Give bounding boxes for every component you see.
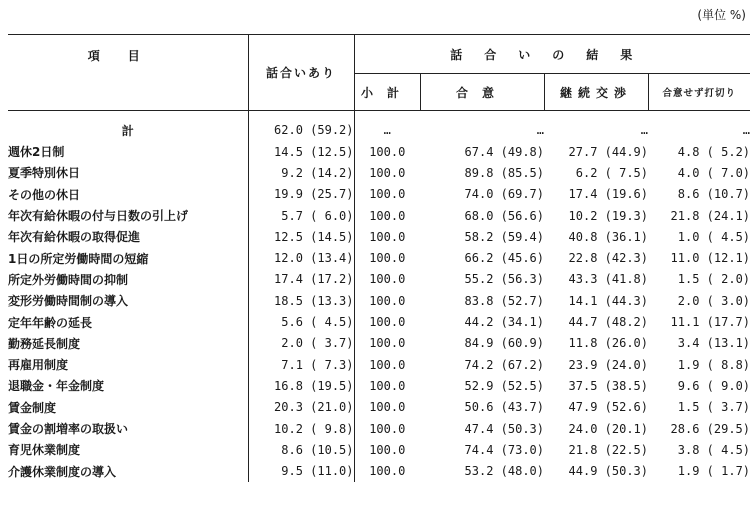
cell-continue: 23.9 (24.0): [568, 357, 648, 372]
row-label: 年次有給休暇の取得促進: [8, 226, 248, 247]
cell-continue: 44.7 (48.2): [568, 315, 648, 330]
cell-cutoff: 4.8 ( 5.2): [677, 144, 751, 159]
row-label: 勤務延長制度: [8, 333, 248, 354]
cell-agree: 68.0 (56.6): [464, 208, 544, 223]
cell-talk: 9.5 (11.0): [248, 460, 354, 481]
cell-subtotal: 100.0: [369, 251, 406, 266]
cell-talk: 12.5 (14.5): [248, 226, 354, 247]
cell-agree: 52.9 (52.5): [464, 378, 544, 393]
table-row: [8, 226, 750, 247]
cell-subtotal: 100.0: [369, 421, 406, 436]
row-label: 介護休業制度の導入: [8, 460, 248, 481]
row-label: 計: [8, 111, 248, 142]
cell-subtotal: 100.0: [369, 357, 406, 372]
cell-agree: 50.6 (43.7): [464, 400, 544, 415]
table-row: [8, 439, 750, 460]
cell-cutoff: …: [742, 123, 751, 137]
cell-talk: 19.9 (25.7): [248, 184, 354, 205]
cell-continue: 24.0 (20.1): [568, 421, 648, 436]
cell-continue: 22.8 (42.3): [568, 251, 648, 266]
header-result: 話合いの結果: [354, 35, 750, 74]
cell-subtotal: 100.0: [369, 336, 406, 351]
cell-continue: 6.2 ( 7.5): [575, 165, 648, 180]
table-row: [8, 269, 750, 290]
cell-cutoff: 8.6 (10.7): [677, 187, 751, 202]
cell-agree: 83.8 (52.7): [464, 293, 544, 308]
header-continue: 継続交渉: [544, 74, 648, 111]
cell-continue: 21.8 (22.5): [568, 442, 648, 457]
cell-subtotal: 100.0: [369, 442, 406, 457]
cell-continue: 11.8 (26.0): [568, 336, 648, 351]
cell-continue: 10.2 (19.3): [568, 208, 648, 223]
cell-subtotal: 100.0: [369, 208, 406, 223]
table-body: [8, 111, 750, 482]
table-row: [8, 290, 750, 311]
cell-agree: 74.4 (73.0): [464, 442, 544, 457]
cell-subtotal: …: [383, 123, 391, 137]
cell-cutoff: 4.0 ( 7.0): [677, 165, 751, 180]
cell-cutoff: 11.0 (12.1): [670, 251, 751, 266]
table-row: [8, 311, 750, 332]
cell-cutoff: 28.6 (29.5): [670, 421, 751, 436]
cell-talk: 5.7 ( 6.0): [248, 205, 354, 226]
results-table: [8, 34, 750, 482]
cell-agree: 55.2 (56.3): [464, 272, 544, 287]
cell-continue: 17.4 (19.6): [568, 187, 648, 202]
cell-talk: 14.5 (12.5): [248, 141, 354, 162]
row-label: 夏季特別休日: [8, 162, 248, 183]
row-label: 再雇用制度: [8, 354, 248, 375]
row-label: 変形労働時間制の導入: [8, 290, 248, 311]
row-label: 1日の所定労働時間の短縮: [8, 247, 248, 268]
cell-subtotal: 100.0: [369, 144, 406, 159]
header-item: 項目: [8, 35, 248, 111]
cell-agree: 66.2 (45.6): [464, 251, 544, 266]
cell-continue: …: [640, 123, 648, 137]
table-row: [8, 418, 750, 439]
header-talk: 話合いあり: [248, 35, 354, 111]
cell-cutoff: 11.1 (17.7): [670, 315, 751, 330]
table-row: [8, 354, 750, 375]
cell-talk: 7.1 ( 7.3): [248, 354, 354, 375]
cell-subtotal: 100.0: [369, 229, 406, 244]
cell-cutoff: 1.5 ( 3.7): [677, 400, 751, 415]
cell-agree: 89.8 (85.5): [464, 165, 544, 180]
header-cutoff: 合意せず打切り: [648, 74, 750, 111]
cell-cutoff: 3.4 (13.1): [677, 336, 751, 351]
cell-agree: 84.9 (60.9): [464, 336, 544, 351]
cell-agree: 44.2 (34.1): [464, 315, 544, 330]
cell-subtotal: 100.0: [369, 400, 406, 415]
cell-continue: 37.5 (38.5): [568, 378, 648, 393]
row-label: 育児休業制度: [8, 439, 248, 460]
cell-subtotal: 100.0: [369, 272, 406, 287]
cell-agree: 74.0 (69.7): [464, 187, 544, 202]
cell-agree: …: [536, 123, 544, 137]
cell-continue: 14.1 (44.3): [568, 293, 648, 308]
row-label: 週休2日制: [8, 141, 248, 162]
cell-continue: 44.9 (50.3): [568, 464, 648, 479]
cell-continue: 47.9 (52.6): [568, 400, 648, 415]
cell-subtotal: 100.0: [369, 464, 406, 479]
cell-cutoff: 1.0 ( 4.5): [677, 229, 751, 244]
cell-cutoff: 1.5 ( 2.0): [677, 272, 751, 287]
cell-cutoff: 21.8 (24.1): [670, 208, 751, 223]
cell-continue: 40.8 (36.1): [568, 229, 648, 244]
cell-cutoff: 1.9 ( 1.7): [677, 464, 751, 479]
cell-cutoff: 9.6 ( 9.0): [677, 378, 751, 393]
cell-talk: 62.0 (59.2): [248, 111, 354, 142]
table-row: [8, 397, 750, 418]
header-agree: 合意: [420, 74, 544, 111]
cell-talk: 10.2 ( 9.8): [248, 418, 354, 439]
table-row: [8, 141, 750, 162]
cell-talk: 20.3 (21.0): [248, 397, 354, 418]
row-label: 年次有給休暇の付与日数の引上げ: [8, 205, 248, 226]
cell-agree: 58.2 (59.4): [464, 229, 544, 244]
cell-cutoff: 1.9 ( 8.8): [677, 357, 751, 372]
cell-subtotal: 100.0: [369, 187, 406, 202]
row-label: 賃金の割増率の取扱い: [8, 418, 248, 439]
cell-talk: 18.5 (13.3): [248, 290, 354, 311]
cell-cutoff: 2.0 ( 3.0): [677, 293, 751, 308]
cell-continue: 43.3 (41.8): [568, 272, 648, 287]
cell-agree: 53.2 (48.0): [464, 464, 544, 479]
table-row: [8, 111, 750, 142]
cell-cutoff: 3.8 ( 4.5): [677, 442, 751, 457]
cell-subtotal: 100.0: [369, 165, 406, 180]
cell-agree: 67.4 (49.8): [464, 144, 544, 159]
table-row: [8, 333, 750, 354]
row-label: 賃金制度: [8, 397, 248, 418]
header-subtotal: 小計: [354, 74, 420, 111]
cell-agree: 74.2 (67.2): [464, 357, 544, 372]
table-row: [8, 184, 750, 205]
cell-talk: 16.8 (19.5): [248, 375, 354, 396]
cell-agree: 47.4 (50.3): [464, 421, 544, 436]
cell-talk: 17.4 (17.2): [248, 269, 354, 290]
table-row: [8, 205, 750, 226]
row-label: 所定外労働時間の抑制: [8, 269, 248, 290]
cell-subtotal: 100.0: [369, 378, 406, 393]
unit-note: (単位 %): [697, 8, 746, 22]
cell-continue: 27.7 (44.9): [568, 144, 648, 159]
table-row: [8, 247, 750, 268]
cell-talk: 12.0 (13.4): [248, 247, 354, 268]
row-label: 退職金・年金制度: [8, 375, 248, 396]
cell-talk: 5.6 ( 4.5): [248, 311, 354, 332]
cell-talk: 9.2 (14.2): [248, 162, 354, 183]
table-row: [8, 162, 750, 183]
row-label: その他の休日: [8, 184, 248, 205]
cell-subtotal: 100.0: [369, 315, 406, 330]
cell-subtotal: 100.0: [369, 293, 406, 308]
row-label: 定年年齢の延長: [8, 311, 248, 332]
cell-talk: 2.0 ( 3.7): [248, 333, 354, 354]
table-row: [8, 460, 750, 481]
cell-talk: 8.6 (10.5): [248, 439, 354, 460]
table-row: [8, 375, 750, 396]
